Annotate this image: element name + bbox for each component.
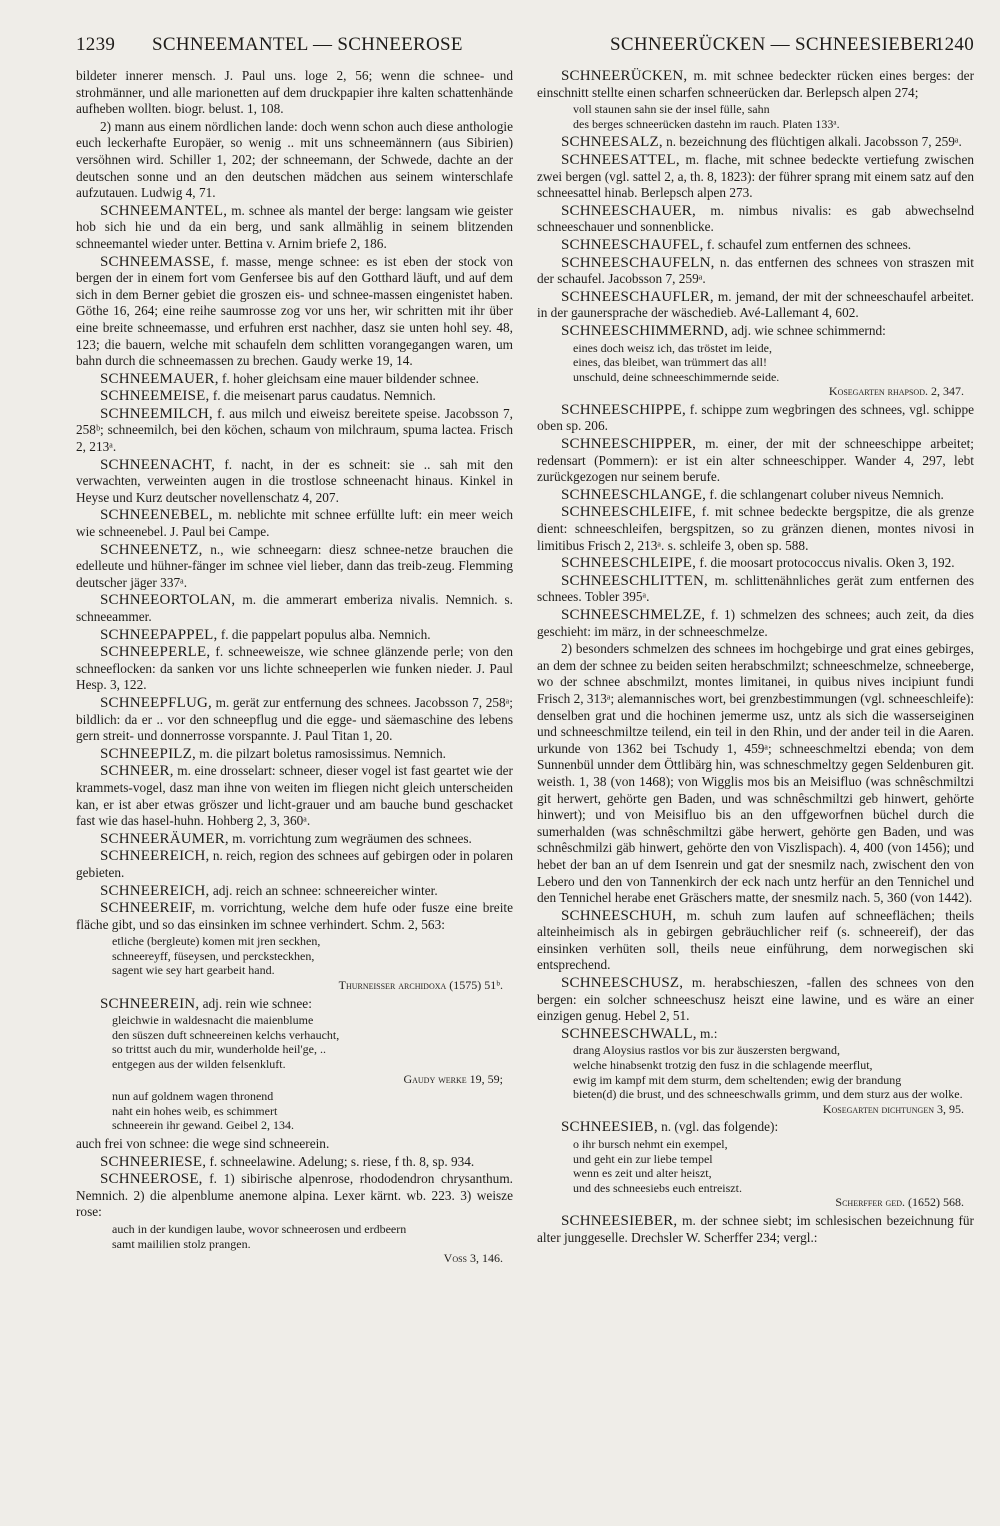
entry-body: m. schlittenähnliches gerät zum entfernen des schnees. Tobler 395ᵃ. (537, 572, 974, 605)
quote-line: schneerein ihr gewand. Geibel 2, 134. (112, 1118, 294, 1133)
entry-body: m. nimbus nivalis: es gab abwechselnd schneeschauer und sonnenblicke. (537, 202, 974, 235)
quote-line: unschuld, deine schneeschimmernde seide. (573, 369, 780, 384)
dictionary-entry (537, 1213, 974, 1246)
quote-line: auch in der kundigen laube, wovor schneerosen und erdbeern (112, 1221, 407, 1236)
entry-continuation: bildeter innerer mensch. J. Paul uns. loge 2, 56; wenn die schnee- und strohmänner, und alle marionetten auf dem druckpapier ihre kalten schattenhände aufheben wollten. biogr. belust. 1, 108. (76, 68, 513, 117)
entry-headword: SCHNEESCHLEIFE, (561, 504, 697, 521)
entry-headword: SCHNEEMEISE, (100, 388, 210, 405)
entry-body: m. vorrichtung, welche dem hufe oder fusze eine breite fläche gibt, und so das einsinken im schnee verhindert. Schm. 2, 563: (76, 900, 513, 932)
quote-line: den süszen duft schneereinen kelchs verhaucht, (112, 1027, 340, 1042)
verse-quote (112, 934, 513, 992)
dictionary-entry (76, 996, 513, 1013)
quote-line: etliche (bergleute) komen mit jren seckhen, (112, 934, 321, 949)
verse-quote (112, 1222, 513, 1266)
verse-quote (112, 1089, 513, 1133)
entry-headword: SCHNEEORTOLAN, (100, 592, 236, 609)
entry-body: f. aus milch und eiweisz bereitete speise. Jacobsson 7, 258ᵇ; schneemilch, bei den köchen, schaum von milchraum, spuma lactea. Frisch 2, 213ᵃ. (76, 405, 513, 455)
entry-body: m. neblichte mit schnee erfüllte luft: ein meer weich wie schneenebel. J. Paul bei Campe. (76, 507, 513, 540)
dictionary-entry (76, 457, 513, 507)
entry-body: adj. wie schnee schimmernd: (728, 322, 886, 338)
dictionary-entry (537, 68, 974, 101)
dictionary-entry (76, 695, 513, 745)
quote-line: samt maililien stolz prangen. (112, 1236, 251, 1251)
dictionary-entry (76, 746, 513, 763)
entry-headword: SCHNEENACHT, (100, 456, 216, 473)
dictionary-entry (537, 1119, 974, 1136)
quote-line: des berges schneerücken dastehn im rauch. Platen 133ᵃ. (573, 116, 840, 131)
dictionary-entry (76, 883, 513, 900)
entry-body: m. herabschieszen, -fallen des schnees von den bergen: ein solcher schneeschusz heiszt eine lawine, und es wäre an einer einzigen genug. Hebel 2, 51. (537, 975, 974, 1024)
dictionary-entry (76, 388, 513, 405)
quote-line: o ihr bursch nehmt ein exempel, (573, 1137, 728, 1151)
verse-quote (112, 1013, 513, 1086)
entry-headword: SCHNEENEBEL, (100, 507, 213, 524)
entry-body: m. flache, mit schnee bedeckte vertiefung zwischen zwei bergen (vgl. sattel 2, a, th. 8, 1823): der führer sprang mit einem satz auf den schneesattel hinab. Berlepsch alpen 273. (537, 151, 974, 201)
entry-headword: SCHNEEREIN, (100, 995, 200, 1012)
dictionary-entry (76, 627, 513, 644)
dictionary-entry (537, 487, 974, 504)
entry-headword: SCHNEEREIF, (100, 900, 196, 917)
entry-continuation: 2) besonders schmelzen des schnees im hochgebirge und grat eines gebirges, an dem der schnee zu beiden seiten herabschmilzt; schneeschmelze, schneeberge, wo der schnee abschmilzt, montes limitanei, in quibus nives incipiunt fundi Frisch 2, 313ᵃ; alemannisches wort, bei grenzbestimmungen (vgl. schneeschleife): denselben grat und die hochinen jemerme usz, untz als sich die wasserseiginen und schneeschmiltze teilend, ein teil in den Rhin, und der ander teil in die Aaren. urkunde von 1362 bei Tschudy 1, 459ᵃ; schneeschmeltzi ebenda; von dem Sunnenbül unnder dem Öttlibärg hin, was schneschmeltzy gegen Seldenburen git. weisth. 1, 38 (von 1468); von Wigglis mos bis an Meisifluo (was schnêschmiltzi git herwert, gehörte gen Baden, und was schnêschmiltzi geb hinwert, gehörte hinwert); und von Meisifluo bis an den uffgeworfnen büchel durch die sumerhalden (was schnêschmiltzi gäbe herwert, gehörte gen Baden, und was schnêschmilzi gäb hinwert, gehörte den von Viszlispach). 4, 400 (von 1456); und hebet der ban an uf dem Isenrein und gat der snesmilz nach, zwischent den von Lebero und den von Tannenkirch der eck nach untz herfür an den Tennichel und den Tennichel herabe enet Gräschers matte, der snesmilz nach. 5, 360 (von 1442). (537, 641, 974, 906)
entry-headword: SCHNEERÜCKEN, (561, 68, 688, 84)
dictionary-entry (76, 254, 513, 370)
entry-body: f. mit schnee bedeckte bergspitze, die als grenze dient: schneeschleifen, bergspitzen, so zu gränzen dienen, montes nivosi in limitibus Frisch 2, 213ᵃ. s. schleife 3, oben sp. 588. (537, 504, 974, 553)
entry-body: f. 1) schmelzen des schnees; auch zeit, da dies geschieht: im märz, in der schneeschmelze. (537, 607, 974, 639)
right-column (537, 68, 974, 1269)
page-header (76, 34, 974, 68)
quote-line: entgegen aus der wilden felsenkluft. (112, 1057, 286, 1072)
dictionary-entry (537, 402, 974, 435)
quote-source: Thurneisser archidoxa (1575) 51ᵇ. (338, 978, 503, 993)
entry-body: f. schaufel zum entfernen des schnees. (703, 236, 912, 252)
entry-headword: SCHNEERÄUMER, (100, 830, 229, 847)
dictionary-entry (537, 323, 974, 340)
entry-headword: SCHNEEPILZ, (100, 745, 196, 762)
entry-body: f. die schlangenart coluber niveus Nemnich. (706, 486, 944, 502)
dictionary-entry (76, 542, 513, 592)
entry-body: f. die pappelart populus alba. Nemnich. (217, 626, 431, 642)
entry-body: m. mit schnee bedeckter rücken eines berges: der einschnitt stellte einen scharfen schneerücken dar. Berlepsch alpen 274; (537, 68, 974, 100)
entry-body: n. reich, region des schnees auf gebirgen oder in polaren gebieten. (76, 848, 513, 880)
quote-source: Voss 3, 146. (443, 1251, 503, 1266)
entry-body: m. schnee als mantel der berge: langsam wie geister hob sich hie und da ein berg, und sank allmählig in seinem blitzenden schneemantel wieder unter. Bettina v. Arnim briefe 2, 186. (76, 202, 513, 251)
dictionary-entry (537, 289, 974, 322)
verse-quote (573, 102, 974, 131)
dictionary-entry (537, 203, 974, 236)
quote-source: Kosegarten dichtungen 3, 95. (822, 1101, 964, 1116)
entry-body: n. bezeichnung des flüchtigen alkali. Jacobsson 7, 259ᵃ. (662, 134, 962, 150)
entry-body: n., wie schneegarn: diesz schnee-netze brauchen die edelleute und hühner-fänger im schnee viel lieber, dann das treib-zeug. Flemming deutscher jäger 337ᵃ. (76, 541, 513, 590)
text-columns (76, 68, 974, 1269)
dictionary-entry (537, 607, 974, 640)
dictionary-entry (76, 644, 513, 694)
entry-body: m. der schnee siebt; im schlesischen bezeichnung für alter junggeselle. Drechsler W. Scherffer 234; vergl.: (537, 1212, 974, 1245)
entry-headword: SCHNEESCHAUFELN, (561, 254, 715, 271)
dictionary-entry (76, 848, 513, 881)
entry-body: m. die ammerart emberiza nivalis. Nemnich. s. schneeammer. (76, 592, 513, 624)
quote-line: drang Aloysius rastlos vor bis zur äuszersten bergwand, (573, 1043, 841, 1058)
entry-headword: SCHNEESCHLANGE, (561, 486, 707, 503)
quote-source: Gaudy werke 19, 59; (403, 1071, 503, 1086)
quote-line: so trittst auch du mir, wunderholde heil'ge, .. (112, 1042, 326, 1057)
quote-line: und des schneesiebs euch entreiszt. (573, 1180, 742, 1195)
dictionary-entry (76, 1154, 513, 1171)
entry-body: m. jemand, der mit der schneeschaufel arbeitet. in der gaunersprache der wäschedieb. Avé-Lallemant 4, 602. (537, 288, 974, 321)
dictionary-entry (537, 975, 974, 1025)
quote-line: eines, das bleibet, wan trümmert das all! (573, 355, 767, 370)
dictionary-entry (537, 1026, 974, 1043)
quote-source: Scherffer ged. (1652) 568. (835, 1195, 964, 1210)
entry-headword: SCHNEEMILCH, (100, 405, 213, 422)
dictionary-entry (76, 763, 513, 829)
entry-headword: SCHNEEREICH, (100, 882, 210, 899)
dictionary-entry (76, 203, 513, 253)
dictionary-entry (537, 436, 974, 486)
entry-body: m. einer, der mit der schneeschippe arbeitet; redensart (Pommern): er ist ein alter schneeschipper. Wander 4, 297, lebt zurückgezogen nur seinem berufe. (537, 436, 974, 485)
entry-body: f. hoher gleichsam eine mauer bildender schnee. (218, 370, 479, 386)
entry-headword: SCHNEEPERLE, (100, 644, 211, 661)
entry-headword: SCHNEESALZ, (561, 134, 663, 151)
dictionary-entry (76, 900, 513, 933)
dictionary-entry (537, 573, 974, 606)
quote-line: naht ein hohes weib, es schimmert (112, 1103, 278, 1118)
quote-line: nun auf goldnem wagen thronend (112, 1089, 274, 1104)
dictionary-entry (76, 1171, 513, 1221)
entry-headword: SCHNEESCHLITTEN, (561, 572, 708, 589)
entry-continuation: auch frei von schnee: die wege sind schneerein. (76, 1136, 330, 1151)
entry-headword: SCHNEESIEB, (561, 1119, 658, 1136)
entry-headword: SCHNEESCHIPPER, (561, 436, 697, 453)
entry-headword: SCHNEESCHLEIPE, (561, 555, 697, 572)
quote-line: wenn es zeit und alter heiszt, (573, 1166, 712, 1181)
entry-body: m. vorrichtung zum wegräumen des schnees. (228, 830, 472, 846)
entry-headword: SCHNEESCHUSZ, (561, 975, 684, 992)
entry-headword: SCHNEER, (100, 763, 174, 780)
entry-headword: SCHNEEPAPPEL, (100, 626, 218, 643)
quote-line: welche hinabsenkt trotzig den fusz in die schlagende meerflut, (573, 1058, 873, 1073)
entry-body: f. die moosart protococcus nivalis. Oken 3, 192. (696, 555, 955, 571)
entry-headword: SCHNEESCHIPPE, (561, 401, 686, 418)
dictionary-entry (537, 152, 974, 202)
entry-body: f. 1) sibirische alpenrose, rhododendron chrysanthum. Nemnich. 2) die alpenblume anemone alpina. Lexer kärnt. wb. 223. 3) weisze rose: (76, 1171, 513, 1220)
quote-line: und geht ein zur liebe tempel (573, 1151, 713, 1166)
dictionary-entry (76, 831, 513, 848)
entry-headword: SCHNEEMANTEL, (100, 202, 228, 219)
quote-line: schneereyff, füseysen, und percksteckhen, (112, 948, 315, 963)
quote-line: bieten(d) die brust, und des schneeschwalls grimm, und dem sturz aus der wolke. (573, 1087, 963, 1102)
entry-body: f. schneelawine. Adelung; s. riese, f th. 8, sp. 934. (206, 1153, 475, 1169)
quote-line: gleichwie in waldesnacht die maienblume (112, 1013, 314, 1028)
entry-headword: SCHNEESCHAUER, (561, 202, 696, 219)
entry-headword: SCHNEEMAUER, (100, 370, 219, 387)
quote-line: ewig im kampf mit dem sturm, dem scheltenden; ewig der brandung (573, 1072, 902, 1087)
dictionary-entry (537, 504, 974, 554)
entry-body: f. nacht, in der es schneit: sie .. sah mit den verwachten, verweinten augen in die trostlose schneenacht hinaus. Kinkel in Heyse und Kurz deutscher novellenschatz 4, 207. (76, 456, 513, 505)
dictionary-entry (537, 255, 974, 288)
entry-body: n. das entfernen des schnees von straszen mit der schaufel. Jacobsson 7, 259ᵃ. (537, 254, 974, 287)
verse-quote (573, 341, 974, 399)
right-page-number: 1240 (934, 34, 974, 55)
dictionary-entry (537, 908, 974, 974)
entry-headword: SCHNEESCHUH, (561, 907, 677, 924)
entry-body: m. die pilzart boletus ramosissimus. Nemnich. (195, 745, 446, 761)
quote-line: voll staunen sahn sie der insel fülle, sahn (573, 102, 770, 117)
quote-line: sagent wie sey hart gearbeit hand. (112, 963, 275, 978)
entry-headword: SCHNEERIESE, (100, 1153, 207, 1170)
entry-body: m. schuh zum laufen auf schneeflächen; theils alteinheimisch als in gebirgen gebräuchlicher reif (s. schneereif), der das einsinken verhüten soll, theils neue einführung, dem norwegischen ski entsprechend. (537, 907, 974, 973)
entry-body: f. schneeweisze, wie schnee glänzende perle; von den schneeflocken: da sanken vor uns lichte schneeperlen wie funken nieder. J. Paul Hesp. 3, 122. (76, 644, 513, 693)
right-running-title: SCHNEERÜCKEN — SCHNEESIEBER (610, 34, 938, 55)
entry-body: m.: (696, 1025, 718, 1041)
verse-quote (573, 1043, 974, 1116)
dictionary-entry (76, 371, 513, 388)
entry-headword: SCHNEESCHAUFLER, (561, 288, 714, 305)
entry-continuation: 2) mann aus einem nördlichen lande: doch wenn schon auch diese anthologie euch leckerhafte Europäer, so wenig .. mit uns schneemännern (aus Sibirien) versöhnen wird. Schiller 1, 202; der schneemann, der Schwede, dachte an der deutschen sonne und an den deutschen mädchen aus seinem winterschlafe aufzutauen. Ludwig 4, 71. (76, 118, 513, 201)
entry-body: adj. rein wie schnee: (199, 995, 312, 1011)
entry-headword: SCHNEESCHMELZE, (561, 607, 706, 623)
quote-line: eines doch weisz ich, das tröstet im leide, (573, 340, 772, 355)
entry-body: f. die meisenart parus caudatus. Nemnich. (209, 388, 436, 404)
entry-headword: SCHNEEREICH, (100, 848, 210, 865)
entry-headword: SCHNEENETZ, (100, 541, 203, 558)
left-page-number: 1239 (76, 34, 116, 55)
dictionary-entry (76, 507, 513, 540)
entry-headword: SCHNEESCHAUFEL, (561, 236, 704, 253)
entry-headword: SCHNEESATTEL, (561, 151, 680, 168)
entry-body: n. (vgl. das folgende): (657, 1119, 779, 1135)
entry-body: adj. reich an schnee: schneereicher winter. (209, 882, 438, 898)
entry-headword: SCHNEEMASSE, (100, 253, 215, 270)
dictionary-entry (76, 592, 513, 625)
dictionary-entry (537, 237, 974, 254)
entry-body: m. eine drosselart: schneer, dieser vogel ist fast geartet wie der krammets-vogel, dasz man ihne von weiten im fliegen nicht gleich unterscheiden kan, er ist aber etwas gröszer und licht-grauer und am bauche bund geschacket fast wie das hasel-huhn. Hohberg 2, 3, 360ᵃ. (76, 763, 513, 829)
entry-headword: SCHNEESIEBER, (561, 1212, 678, 1229)
entry-headword: SCHNEEPFLUG, (100, 694, 212, 711)
dictionary-entry (76, 406, 513, 456)
entry-body: m. gerät zur entfernung des schnees. Jacobsson 7, 258ᵃ; bildlich: da er .. vor den schneepflug und die egge- und säemaschine des lebens gern streit- und donnerrosse vorspannte. J. Paul Titan 1, 20. (76, 694, 513, 744)
verse-quote (573, 1137, 974, 1210)
dictionary-entry (537, 134, 974, 151)
entry-headword: SCHNEESCHIMMERND, (561, 322, 729, 339)
left-column (76, 68, 513, 1269)
left-running-title: SCHNEEMANTEL — SCHNEEROSE (152, 34, 463, 55)
dictionary-entry (537, 555, 974, 572)
quote-source: Kosegarten rhapsod. 2, 347. (828, 384, 964, 399)
entry-body: f. masse, menge schnee: es ist eben der stock von bergen der in einem fort vom Genfersee bis auf den Gotthard läuft, und auf dem sich in dem Berner gebiet die groszen eis- und schnee-massen eingenistet haben. Göthe 16, 264; eine reihe saumrosse zog vor uns her, wir schritten mit ihr über eine breite schneemasse, und erfuhren erst nachher, dasz sie unten hohl sey. 48, 123; die bauern, welche mit schaufeln dem schlitten vorangegangen waren, um bahn durch die schneemassen zu brechen. Gaudy werke 19, 14. (76, 253, 513, 369)
entry-body: f. schippe zum wegbringen des schnees, vgl. schippe oben sp. 206. (537, 401, 974, 434)
entry-headword: SCHNEESCHWALL, (561, 1025, 697, 1042)
entry-headword: SCHNEEROSE, (100, 1171, 203, 1188)
